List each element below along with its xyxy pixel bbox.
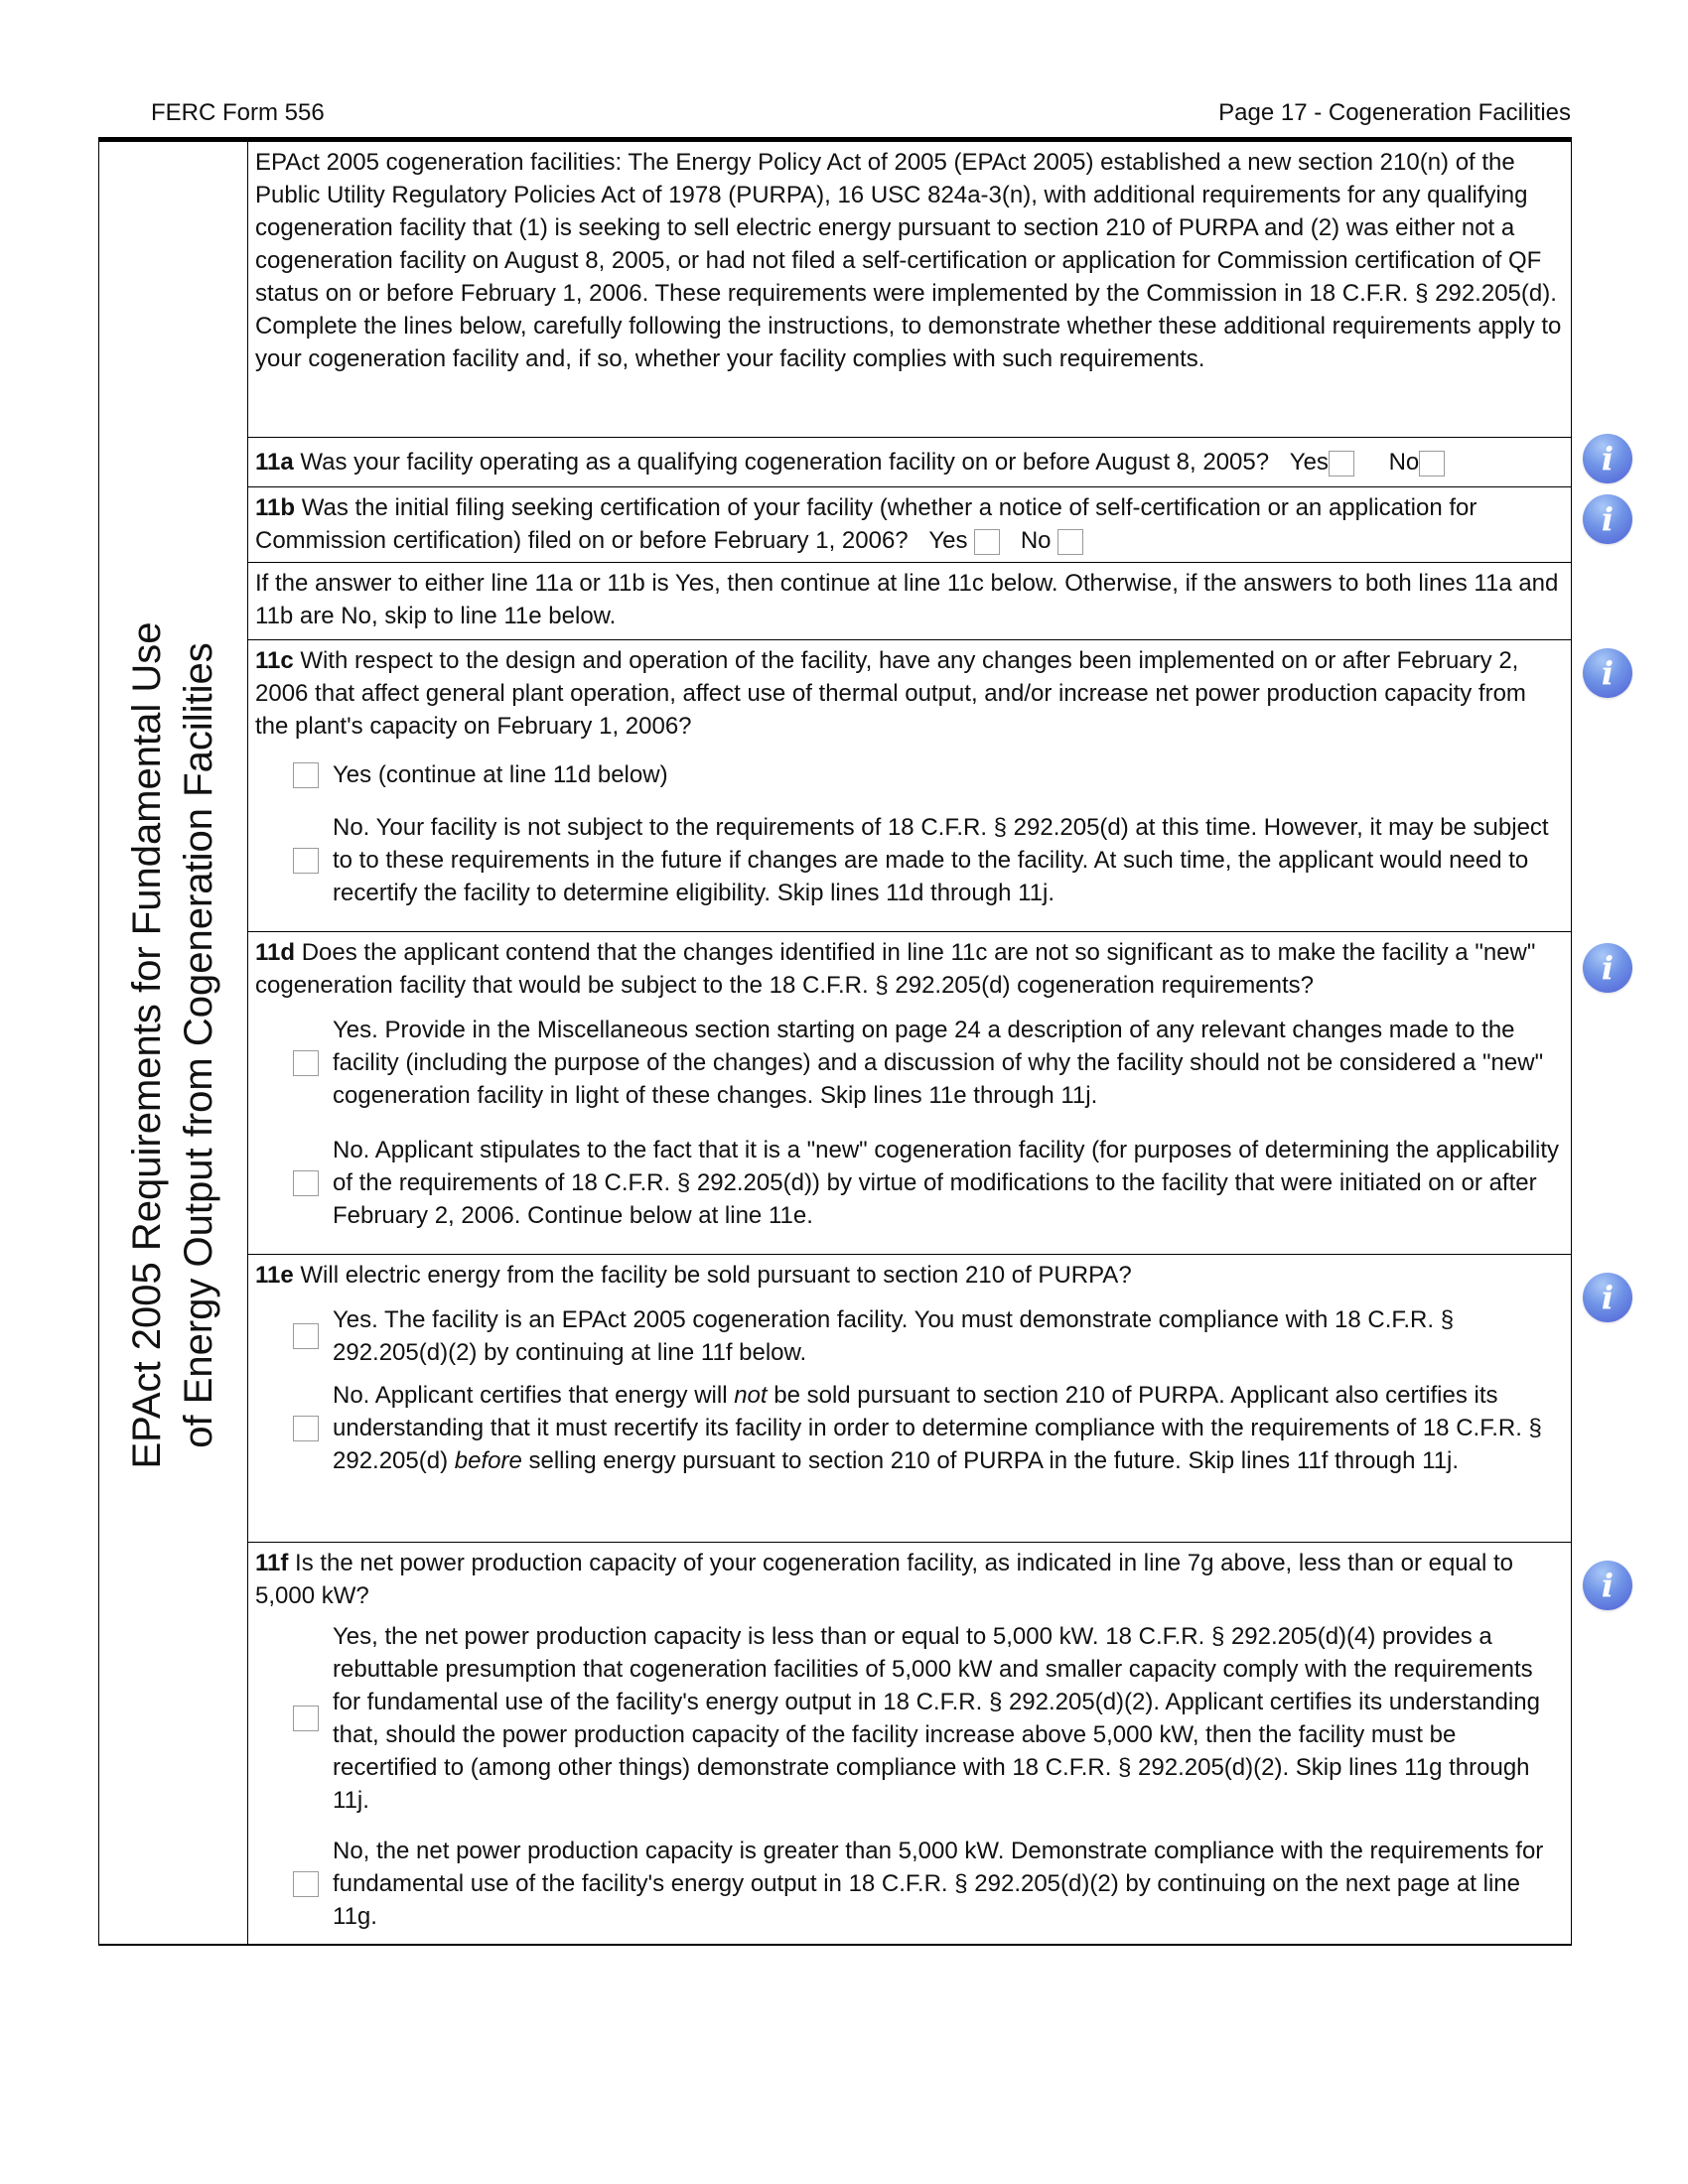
question-text: Is the net power production capacity of your cogeneration facility, as indicated in line 7g above, less than or equal to 5,000 kW? <box>255 1550 1514 1609</box>
info-icon-11b[interactable] <box>1583 494 1632 544</box>
form-table <box>98 137 1572 1946</box>
q11f-no-checkbox[interactable] <box>293 1871 319 1897</box>
question-11d-row <box>247 932 1571 1255</box>
instruction-text: If the answer to either line 11a or 11b is Yes, then continue at line 11c below. Otherwise, if the answers to both lines 11a and 11b are No, skip to line 11e below. <box>255 570 1559 629</box>
option-text: Yes, the net power production capacity is less than or equal to 5,000 kW. 18 C.F.R. § 292.205(d)(4) provides a rebuttable presumption that cogeneration facilities of 5,000 kW and smaller capacity comply with the requirements for fundamental use of the facility's energy output in 18 C.F.R. § 292.205(d)(2). Applicant certifies its understanding that, should the power production capacity of the facility increase above 5,000 kW, then the facility must be recertified to (among other things) demonstrate compliance with 18 C.F.R. § 292.205(d)(2). Skip lines 11g through 11j. <box>333 1623 1540 1814</box>
yes-label: Yes <box>1289 449 1329 476</box>
info-glyph: i <box>1601 440 1615 478</box>
info-icon-11d[interactable] <box>1583 943 1632 993</box>
option-text-part: No. Applicant certifies that energy will <box>333 1382 735 1409</box>
question-text: Does the applicant contend that the changes identified in line 11c are not so significant as to make the facility a "new" cogeneration facility that would be subject to the 18 C.F.R. § 292.205(d) cogeneration requirements? <box>255 939 1536 999</box>
option-text: Yes. Provide in the Miscellaneous section starting on page 24 a description of any relevant changes made to the facility (including the purpose of the changes) and a discussion of why the facility should not be considered a "new" cogeneration facility in light of these changes. Skip lines 11e through 11j. <box>333 1017 1544 1109</box>
info-glyph: i <box>1601 949 1615 987</box>
q11d-yes-checkbox[interactable] <box>293 1050 319 1076</box>
option-text <box>333 1382 1542 1474</box>
info-glyph: i <box>1601 1567 1615 1604</box>
question-text: Was your facility operating as a qualifying cogeneration facility on or before August 8, 2005? <box>300 449 1270 476</box>
q11f-option-no <box>255 1835 1563 1933</box>
option-text-emphasis: not <box>734 1382 768 1409</box>
info-icon-11f[interactable] <box>1583 1561 1632 1610</box>
option-text-emphasis: before <box>454 1447 522 1474</box>
q11b-yes-checkbox[interactable] <box>974 529 1000 555</box>
section-title-line-1: EPAct 2005 Requirements for Fundamental Use <box>125 621 169 1469</box>
q11c-option-no <box>255 811 1563 909</box>
q11d-option-yes <box>255 1014 1563 1112</box>
instruction-row <box>247 563 1571 640</box>
question-11a-row <box>247 438 1571 487</box>
question-11b-row <box>247 487 1571 563</box>
q11c-option-yes <box>255 758 1563 791</box>
q11f-option-yes <box>255 1620 1563 1817</box>
option-text: No, the net power production capacity is greater than 5,000 kW. Demonstrate compliance with the requirements for fundamental use of the facility's energy output in 18 C.F.R. § 292.205(d)(2) by continuing on the next page at line 11g. <box>333 1838 1544 1930</box>
q11e-option-no <box>255 1379 1563 1477</box>
section-side-column <box>99 142 248 1944</box>
info-icon-11c[interactable] <box>1583 648 1632 698</box>
question-number: 11e <box>255 1262 294 1289</box>
section-title-line-2: of Energy Output from Cogeneration Facilities <box>177 642 220 1448</box>
info-icon-11e[interactable] <box>1583 1273 1632 1322</box>
option-text: Yes. The facility is an EPAct 2005 cogeneration facility. You must demonstrate compliance with 18 C.F.R. § 292.205(d)(2) by continuing at line 11f below. <box>333 1306 1455 1366</box>
intro-text: EPAct 2005 cogeneration facilities: The Energy Policy Act of 2005 (EPAct 2005) established a new section 210(n) of the Public Utility Regulatory Policies Act of 1978 (PURPA), 16 USC 824a-3(n), with additional requirements for any qualifying cogeneration facility that (1) is seeking to sell electric energy pursuant to section 210 of PURPA and (2) was either not a cogeneration facility on August 8, 2005, or had not filed a self-certification or application for Commission certification of QF status on or before February 1, 2006. These requirements were implemented by the Commission in 18 C.F.R. § 292.205(d). Complete the lines below, carefully following the instructions, to demonstrate whether these additional requirements apply to your cogeneration facility and, if so, whether your facility complies with such requirements. <box>255 149 1562 372</box>
q11e-no-checkbox[interactable] <box>293 1416 319 1441</box>
page-title: Page 17 - Cogeneration Facilities <box>1218 99 1571 126</box>
question-number: 11d <box>255 939 296 966</box>
q11f-yes-checkbox[interactable] <box>293 1706 319 1731</box>
question-number: 11b <box>255 494 296 521</box>
info-glyph: i <box>1601 1279 1615 1316</box>
option-text: No. Applicant stipulates to the fact that it is a "new" cogeneration facility (for purposes of determining the applicability of the requirements of 18 C.F.R. § 292.205(d)) by virtue of modifications to the facility that were initiated on or after February 2, 2006. Continue below at line 11e. <box>333 1137 1560 1229</box>
page-header <box>151 99 1571 129</box>
option-text-part: selling energy pursuant to section 210 of PURPA in the future. Skip lines 11f through 11j. <box>521 1447 1460 1474</box>
q11b-no-checkbox[interactable] <box>1057 529 1083 555</box>
no-label: No <box>1020 527 1052 554</box>
question-number: 11a <box>255 449 294 476</box>
q11e-yes-checkbox[interactable] <box>293 1323 319 1349</box>
question-number: 11f <box>255 1550 289 1576</box>
section-title <box>121 599 224 1492</box>
question-text: Will electric energy from the facility be sold pursuant to section 210 of PURPA? <box>300 1262 1132 1289</box>
q11e-option-yes <box>255 1303 1563 1369</box>
yes-label: Yes <box>928 527 968 554</box>
no-label: No <box>1388 449 1420 476</box>
option-text: No. Your facility is not subject to the requirements of 18 C.F.R. § 292.205(d) at this time. However, it may be subject to to these requirements in the future if changes are made to the facility. At such time, the applicant would need to recertify the facility to determine eligibility. Skip lines 11d through 11j. <box>333 814 1549 906</box>
question-11c-row <box>247 640 1571 932</box>
q11a-no-checkbox[interactable] <box>1419 451 1445 477</box>
question-text: With respect to the design and operation of the facility, have any changes been implemented on or after February 2, 2006 that affect general plant operation, affect use of thermal output, and/or increase net power production capacity from the plant's capacity on February 1, 2006? <box>255 647 1526 740</box>
q11d-option-no <box>255 1134 1563 1232</box>
question-number: 11c <box>255 647 294 674</box>
info-icon-11a[interactable] <box>1583 434 1632 483</box>
option-text-part: be sold pursuant to section 210 of PURPA. Applicant also certifies its understanding that it must recertify its facility in order to determine compliance with the requirements of 18 C.F.R. § 292.205(d) <box>333 1382 1542 1474</box>
info-glyph: i <box>1601 654 1615 692</box>
question-11f-row <box>247 1543 1571 1946</box>
intro-row <box>247 142 1571 438</box>
q11c-yes-checkbox[interactable] <box>293 762 319 788</box>
info-glyph: i <box>1601 500 1615 538</box>
q11a-yes-checkbox[interactable] <box>1329 451 1354 477</box>
question-11e-row <box>247 1255 1571 1543</box>
option-text: Yes (continue at line 11d below) <box>333 761 668 788</box>
q11c-no-checkbox[interactable] <box>293 848 319 874</box>
question-text: Was the initial filing seeking certification of your facility (whether a notice of self-certification or an application for Commission certification) filed on or before February 1, 2006? <box>255 494 1477 554</box>
form-name: FERC Form 556 <box>151 99 325 126</box>
q11d-no-checkbox[interactable] <box>293 1170 319 1196</box>
